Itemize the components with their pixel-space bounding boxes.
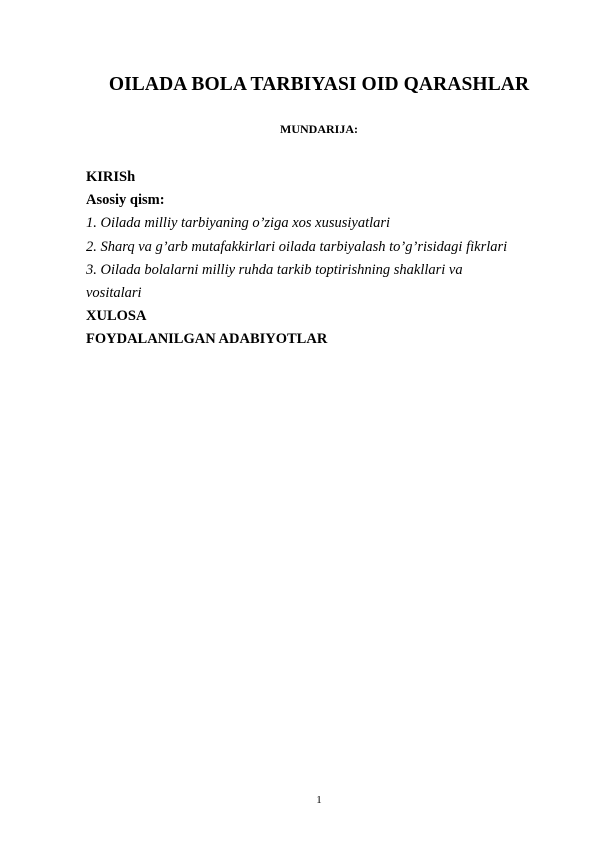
toc-item-section-3-continued: vositalari bbox=[86, 285, 142, 302]
contents-heading: MUNDARIJA: bbox=[280, 122, 358, 136]
toc-item-references: FOYDALANILGAN ADABIYOTLAR bbox=[86, 331, 328, 348]
document-title: OILADA BOLA TARBIYASI OID QARASHLAR bbox=[108, 74, 530, 95]
toc-item-section-2: 2. Sharq va g’arb mutafakkirlari oilada tarbiyalash to’g’risidagi fikrlari bbox=[86, 238, 508, 255]
table-of-contents bbox=[86, 166, 566, 352]
toc-item-main-part: Asosiy qism: bbox=[86, 192, 165, 209]
page-number: 1 bbox=[316, 794, 322, 806]
toc-item-introduction: KIRISh bbox=[86, 169, 136, 185]
toc-item-section-1: 1. Oilada milliy tarbiyaning o’ziga xos xususiyatlari bbox=[86, 215, 391, 232]
toc-item-conclusion: XULOSA bbox=[86, 308, 147, 325]
toc-item-section-3: 3. Oilada bolalarni milliy ruhda tarkib toptirishning shakllari va bbox=[86, 261, 463, 278]
